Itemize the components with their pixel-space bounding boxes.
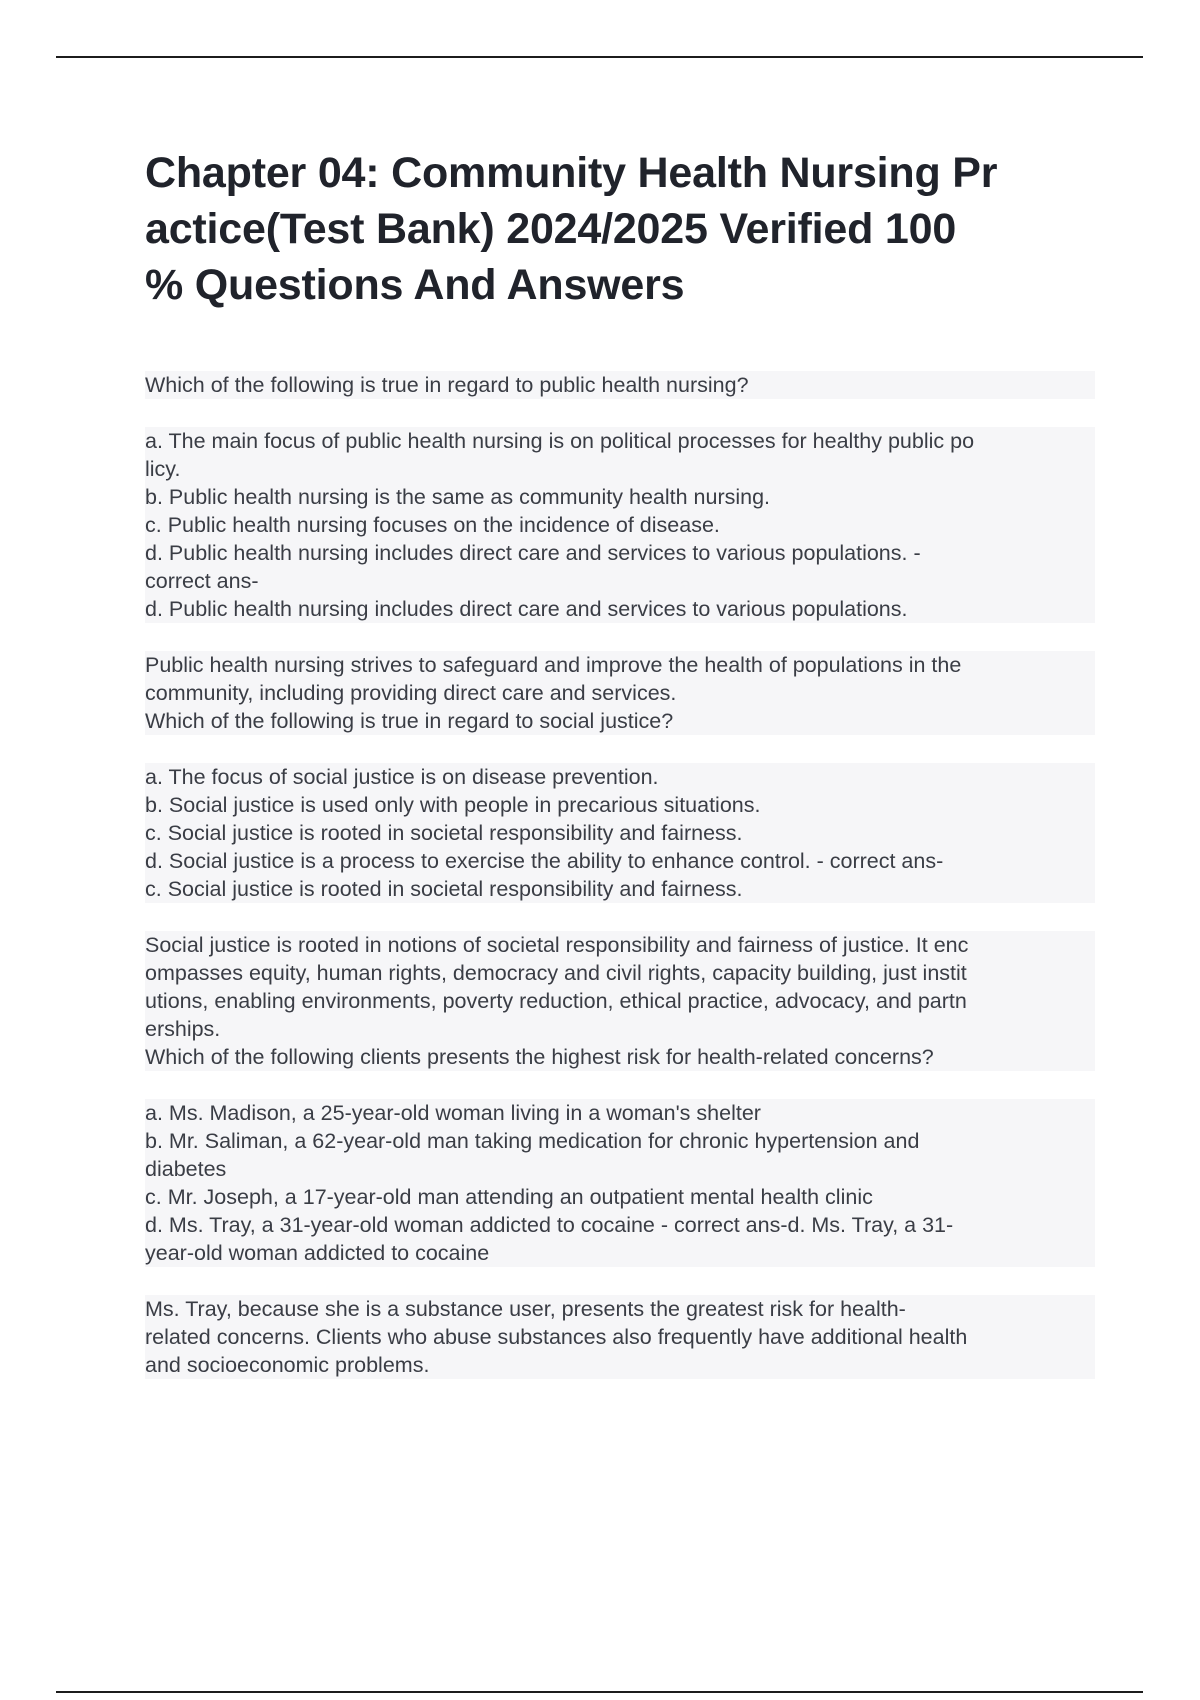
blank-line [145, 1267, 1095, 1295]
text-line: b. Social justice is used only with people in precarious situations. [145, 791, 1095, 819]
text-line: licy. [145, 455, 1095, 483]
text-line: d. Social justice is a process to exercise the ability to enhance control. - correct ans- [145, 847, 1095, 875]
text-line: a. The focus of social justice is on disease prevention. [145, 763, 1095, 791]
text-line: Which of the following clients presents the highest risk for health-related concerns? [145, 1043, 1095, 1071]
text-line: d. Public health nursing includes direct care and services to various populations. - [145, 539, 1095, 567]
blank-line [145, 903, 1095, 931]
document-title: Chapter 04: Community Health Nursing Pr actice(Test Bank) 2024/2025 Verified 100 % Questions And Answers [145, 149, 998, 309]
text-line: b. Public health nursing is the same as community health nursing. [145, 483, 1095, 511]
text-line: a. The main focus of public health nursing is on political processes for healthy public po [145, 427, 1095, 455]
text-line: Public health nursing strives to safeguard and improve the health of populations in the [145, 651, 1095, 679]
text-line: and socioeconomic problems. [145, 1351, 1095, 1379]
text-line: Social justice is rooted in notions of societal responsibility and fairness of justice. It enc [145, 931, 1095, 959]
text-line: Ms. Tray, because she is a substance user, presents the greatest risk for health- [145, 1295, 1095, 1323]
text-line: d. Public health nursing includes direct care and services to various populations. [145, 595, 1095, 623]
blank-line [145, 1071, 1095, 1099]
blank-line [145, 623, 1095, 651]
text-line: a. Ms. Madison, a 25-year-old woman living in a woman's shelter [145, 1099, 1095, 1127]
text-line: Which of the following is true in regard to social justice? [145, 707, 1095, 735]
text-line: related concerns. Clients who abuse substances also frequently have additional health [145, 1323, 1095, 1351]
document-body [145, 371, 1095, 1379]
page-content [145, 145, 1095, 1379]
text-line: b. Mr. Saliman, a 62-year-old man taking medication for chronic hypertension and [145, 1127, 1095, 1155]
text-line: year-old woman addicted to cocaine [145, 1239, 1095, 1267]
text-line: ompasses equity, human rights, democracy and civil rights, capacity building, just instit [145, 959, 1095, 987]
text-line: diabetes [145, 1155, 1095, 1183]
text-line: community, including providing direct care and services. [145, 679, 1095, 707]
text-line: c. Public health nursing focuses on the incidence of disease. [145, 511, 1095, 539]
blank-line [145, 399, 1095, 427]
blank-line [145, 735, 1095, 763]
text-line: erships. [145, 1015, 1095, 1043]
text-line: Which of the following is true in regard to public health nursing? [145, 371, 1095, 399]
text-line: d. Ms. Tray, a 31-year-old woman addicted to cocaine - correct ans-d. Ms. Tray, a 31- [145, 1211, 1095, 1239]
top-rule [56, 56, 1143, 58]
text-line: c. Social justice is rooted in societal responsibility and fairness. [145, 875, 1095, 903]
text-line: c. Social justice is rooted in societal responsibility and fairness. [145, 819, 1095, 847]
bottom-rule [56, 1691, 1143, 1693]
text-line: correct ans- [145, 567, 1095, 595]
text-line: utions, enabling environments, poverty reduction, ethical practice, advocacy, and partn [145, 987, 1095, 1015]
text-line: c. Mr. Joseph, a 17-year-old man attending an outpatient mental health clinic [145, 1183, 1095, 1211]
